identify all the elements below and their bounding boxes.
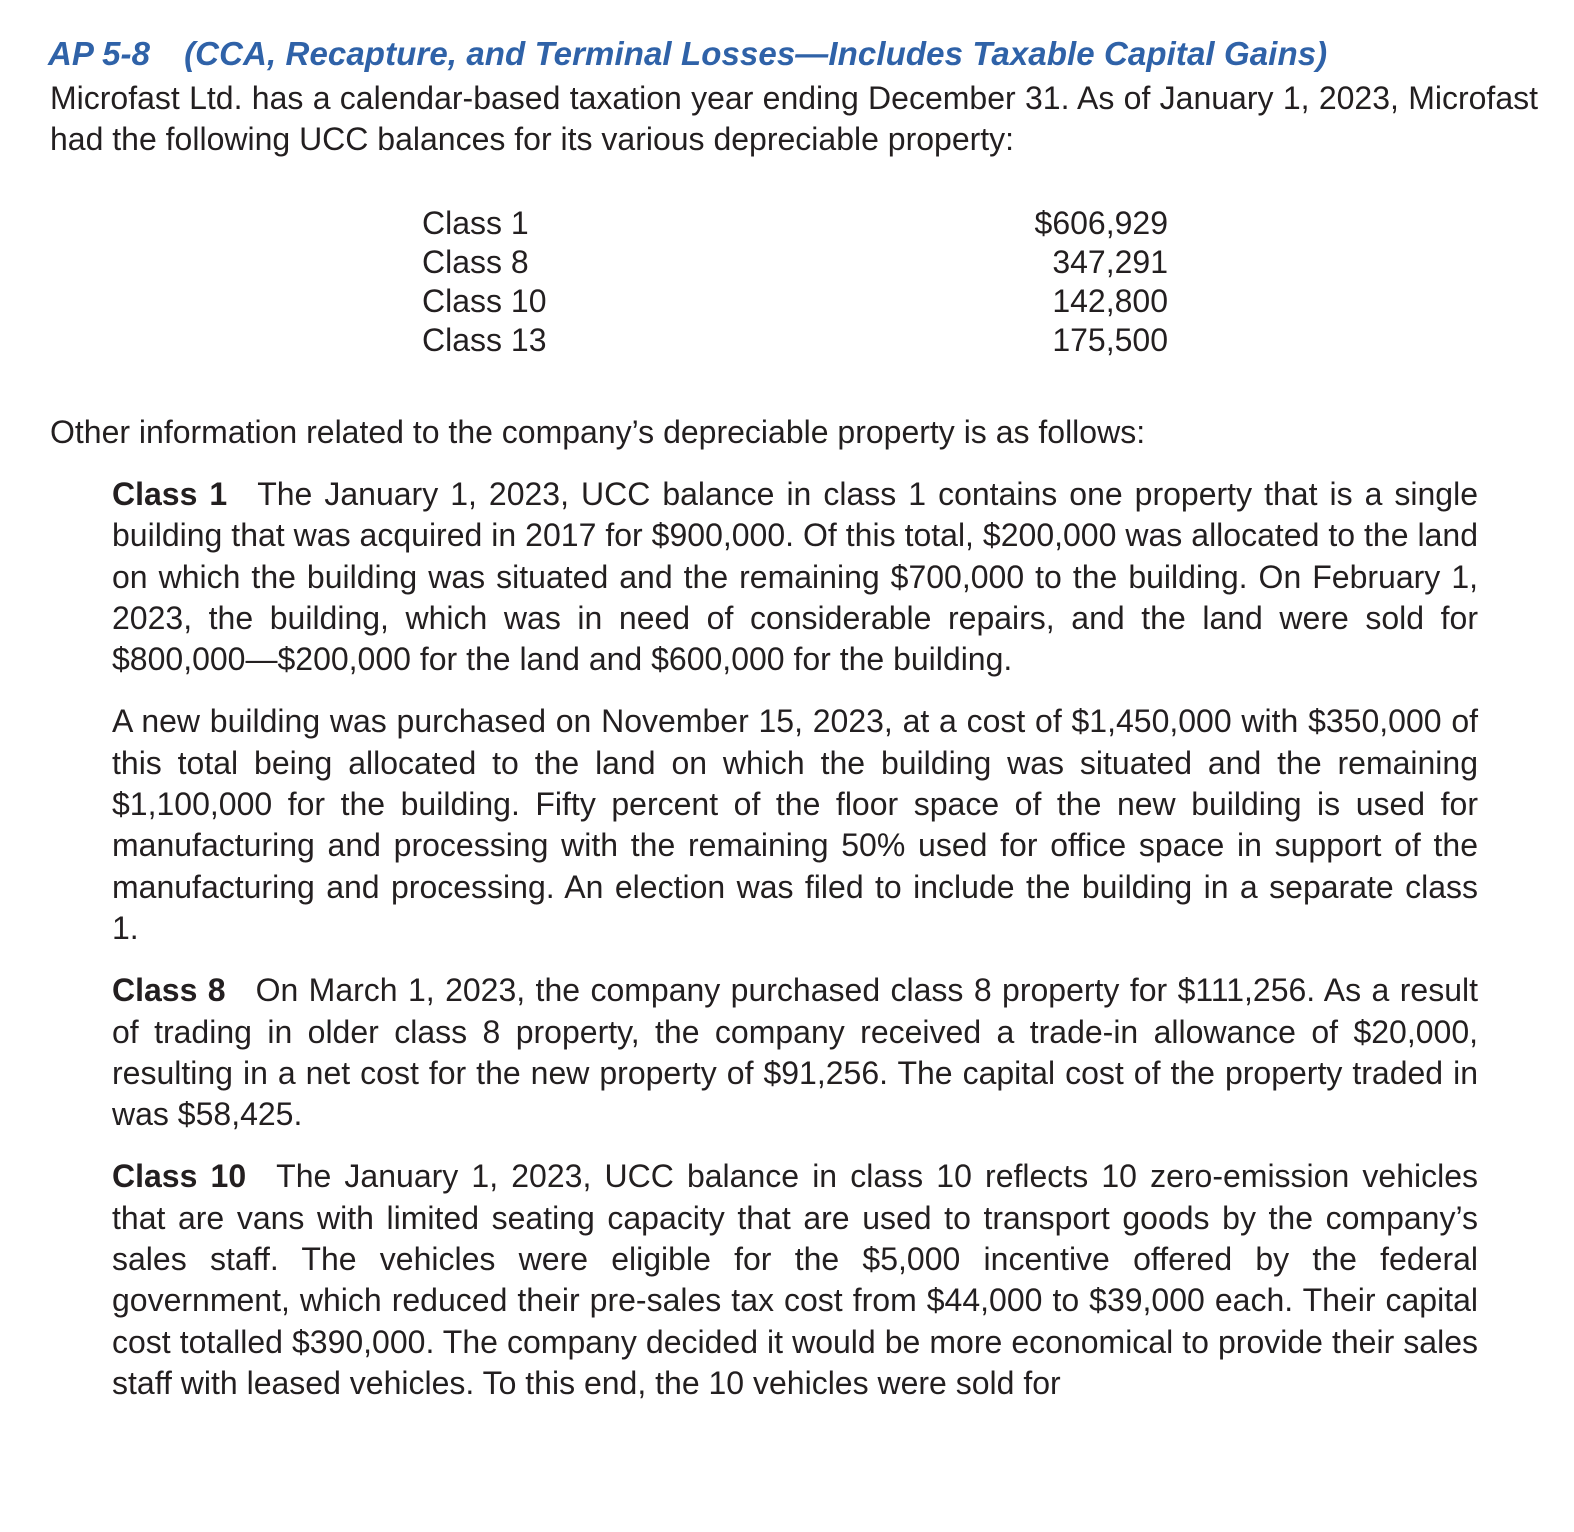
class-1-label: Class 1 [112, 476, 228, 512]
ucc-amount-cell: 347,291 [1052, 244, 1168, 280]
table-row [422, 204, 1168, 243]
ucc-balances-table [422, 204, 1168, 360]
class-1-paragraph [112, 474, 1478, 680]
table-row [422, 321, 1168, 360]
ucc-amount-cell: 175,500 [1052, 322, 1168, 358]
class-10-text: The January 1, 2023, UCC balance in class 10 reflects 10 zero-emission vehicles that are vans with limited seating capacity that are used to transport goods by the company’s sales staff. The vehicles were eligible for the $5,000 incentive offered by the federal government, which reduced their pre-sales tax cost from $44,000 to $39,000 each. Their capital cost totalled $390,000. The company decided it would be more economical to provide their sales staff with leased vehicles. To this end, the 10 vehicles were sold for [112, 1158, 1479, 1401]
class-10-label: Class 10 [112, 1158, 247, 1195]
property-details [112, 474, 1478, 1425]
class-name-cell: Class 10 [422, 283, 547, 319]
intro-paragraph: Microfast Ltd. has a calendar-based taxation year ending December 31. As of January 1, 2023, Microfast had the following UCC balances for its various depreciable property: [50, 80, 1538, 157]
problem-title-text: (CCA, Recapture, and Terminal Losses—Includes Taxable Capital Gains) [184, 35, 1328, 72]
class-name-cell: Class 1 [422, 205, 529, 241]
problem-heading [48, 34, 1327, 74]
other-info-paragraph: Other information related to the company’s depreciable property is as follows: [50, 414, 1146, 450]
problem-code: AP 5-8 [48, 35, 151, 72]
class-8-text: On March 1, 2023, the company purchased class 8 property for $111,256. As a result of trading in older class 8 property, the company received a trade-in allowance of $20,000, resulting in a net cost for the new property of $91,256. The capital cost of the property traded in was $58,425. [112, 972, 1479, 1133]
class-8-paragraph [112, 970, 1478, 1135]
class-8-label: Class 8 [112, 972, 226, 1009]
new-building-paragraph: A new building was purchased on November 15, 2023, at a cost of $1,450,000 with $350,000 of this total being allocated to the land on which the building was situated and the remaining $1,100,000 for the building. Fifty percent of the floor space of the new building is used for manufacturing and processing with the remaining 50% used for office space in support of the manufacturing and processing. An election was filed to include the building in a separate class 1. [112, 703, 1478, 946]
ucc-amount-cell: $606,929 [1034, 205, 1168, 241]
class-name-cell: Class 8 [422, 244, 529, 280]
class-name-cell: Class 13 [422, 322, 547, 358]
class-1-text: The January 1, 2023, UCC balance in class 1 contains one property that is a single building that was acquired in 2017 for $900,000. Of this total, $200,000 was allocated to the land on which the building was situated and the remaining $700,000 to the building. On February 1, 2023, the building, which was in need of considerable repairs, and the land were sold for $800,000—$200,000 for the land and $600,000 for the building. [112, 476, 1479, 678]
ucc-amount-cell: 142,800 [1052, 283, 1168, 319]
class-10-paragraph [112, 1156, 1478, 1404]
table-row [422, 243, 1168, 282]
table-row [422, 282, 1168, 321]
